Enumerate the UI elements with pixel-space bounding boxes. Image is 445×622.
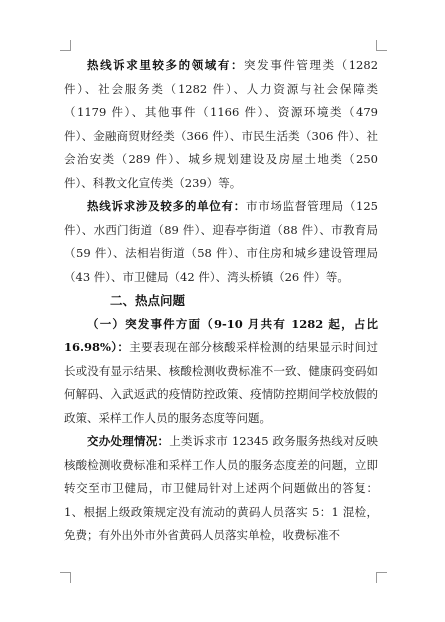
page-corner-mark-top-right — [376, 40, 387, 51]
page-corner-mark-top-left — [60, 40, 71, 51]
paragraph-handling — [64, 430, 378, 548]
page-corner-mark-bottom-right — [376, 572, 387, 583]
document-body — [64, 54, 378, 548]
section-heading-hot-issues: 二、热点问题 — [110, 293, 186, 308]
paragraph-emergency — [64, 313, 378, 431]
paragraph-domains — [64, 54, 378, 195]
subheading-emergency: （一）突发事件方面（9-10 月共有 1282 起，占比 16.98%）： — [64, 316, 378, 354]
paragraph-domains-body: 突发事件管理类（1282 件）、社会服务类（1282 件）、人力资源与社会保障类（1179 件）、其他事件（1166 件）、资源环境类（479 件）、金融商贸财经类（366 件）、市民生活类（306 件）、社会治安类（289 件）、城乡规划建设及房屋土地类（250 件）、科教文化宣传类（239）等。 — [64, 58, 379, 190]
paragraph-emergency-body: 主要表现在部分核酸采样检测的结果显示时间过长或没有显示结果、核酸检测收费标准不一致、健康码变码如何解码、入武返武的疫情防控政策、疫情防控期间学校放假的政策、采样工作人员的服务态度等问题。 — [64, 340, 379, 425]
paragraph-units — [64, 195, 378, 289]
paragraph-domains-lead: 热线诉求里较多的领域有： — [87, 58, 245, 72]
page-corner-mark-bottom-left — [60, 572, 71, 583]
paragraph-units-body: 市市场监督管理局（125 件）、水西门街道（89 件）、迎春亭街道（88 件）、市教育局（59 件）、法相岩街道（58 件）、市住房和城乡建设管理局（43 件）、市卫健局（42 件）、湾头桥镇（26 件）等。 — [64, 199, 378, 284]
paragraph-handling-body: 上类诉求市 12345 政务服务热线对反映核酸检测收费标准和采样工作人员的服务态度差的问题，立即转交至市卫健局，市卫健局针对上述两个问题做出的答复：1、根据上级政策规定没有流动的黄码人员落实 5：1 混检，免费；有外出外市外省黄码人员落实单检，收费标准不 — [64, 434, 378, 542]
paragraph-units-lead: 热线诉求涉及较多的单位有： — [87, 199, 246, 213]
paragraph-handling-lead: 交办处理情况： — [87, 434, 170, 448]
